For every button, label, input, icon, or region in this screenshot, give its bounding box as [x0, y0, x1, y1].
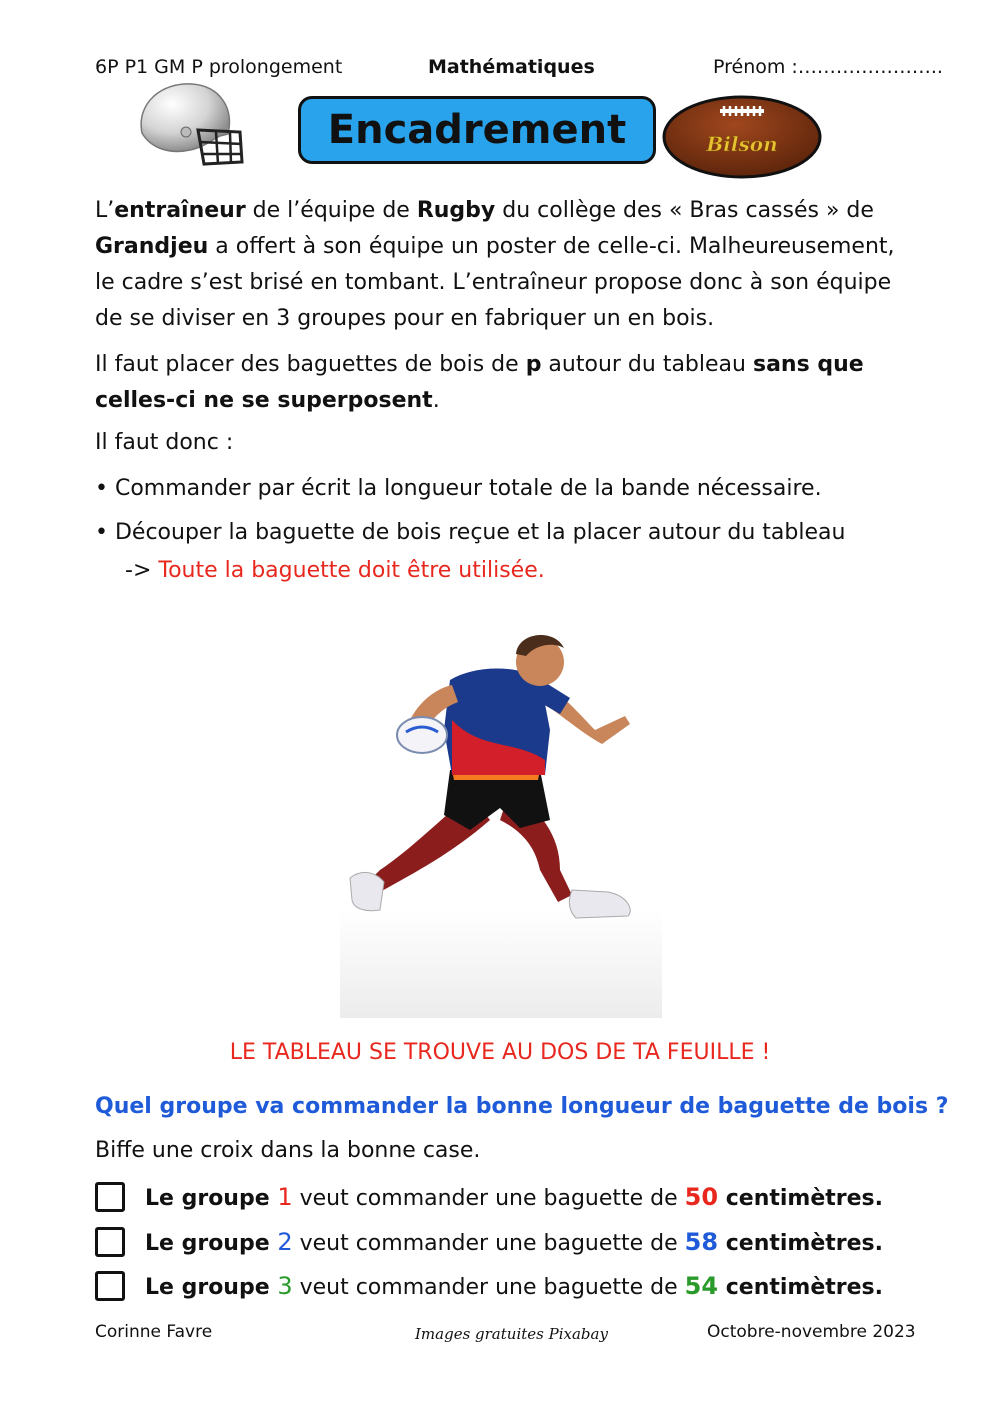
- checkbox-group-2[interactable]: [95, 1227, 125, 1257]
- must-label: Il faut donc :: [95, 430, 234, 455]
- bullet-cut-note: -> Toute la baguette doit être utilisée.: [125, 558, 545, 583]
- bullet-order: • Commander par écrit la longueur totale de la bande nécessaire.: [95, 476, 822, 501]
- option-group-2: Le groupe 2 veut commander une baguette de 58 centimètres.: [95, 1227, 883, 1257]
- ball-logo: Bilson: [706, 132, 778, 156]
- header-name-field: Prénom :…………………..: [713, 56, 943, 78]
- checkbox-group-3[interactable]: [95, 1271, 125, 1301]
- footer-credits: Images gratuites Pixabay: [415, 1325, 608, 1343]
- option-group-1: Le groupe 1 veut commander une baguette de 50 centimètres.: [95, 1182, 883, 1212]
- warning-text: LE TABLEAU SE TROUVE AU DOS DE TA FEUILLE !: [229, 1040, 771, 1065]
- page-title: Encadrement: [298, 96, 656, 164]
- footer-date: Octobre-novembre 2023: [707, 1322, 916, 1342]
- footer-author: Corinne Favre: [95, 1322, 213, 1342]
- instruction-text: Biffe une croix dans la bonne case.: [95, 1138, 481, 1163]
- header-subject: Mathématiques: [428, 56, 595, 78]
- rugby-player-illustration: [340, 620, 662, 1018]
- bullet-cut: • Découper la baguette de bois reçue et la placer autour du tableau: [95, 520, 846, 545]
- question-text: Quel groupe va commander la bonne longueur de baguette de bois ?: [95, 1094, 949, 1119]
- header-class-label: 6P P1 GM P prolongement: [95, 56, 343, 78]
- football-helmet-icon: [132, 78, 248, 172]
- option-group-3: Le groupe 3 veut commander une baguette de 54 centimètres.: [95, 1271, 883, 1301]
- intro-paragraph: L’entraîneur de l’équipe de Rugby du collège des « Bras cassés » de Grandjeu a offert à son équipe un poster de celle-ci. Malheureusement, le cadre s’est brisé en tombant. L’entraîneur propose donc à son équipe de se diviser en 3 groupes pour en fabriquer un en bois.: [95, 198, 895, 331]
- checkbox-group-1[interactable]: [95, 1182, 125, 1212]
- rule-paragraph: Il faut placer des baguettes de bois de p autour du tableau sans que celles-ci ne se superposent.: [95, 352, 864, 413]
- american-football-icon: [662, 95, 822, 179]
